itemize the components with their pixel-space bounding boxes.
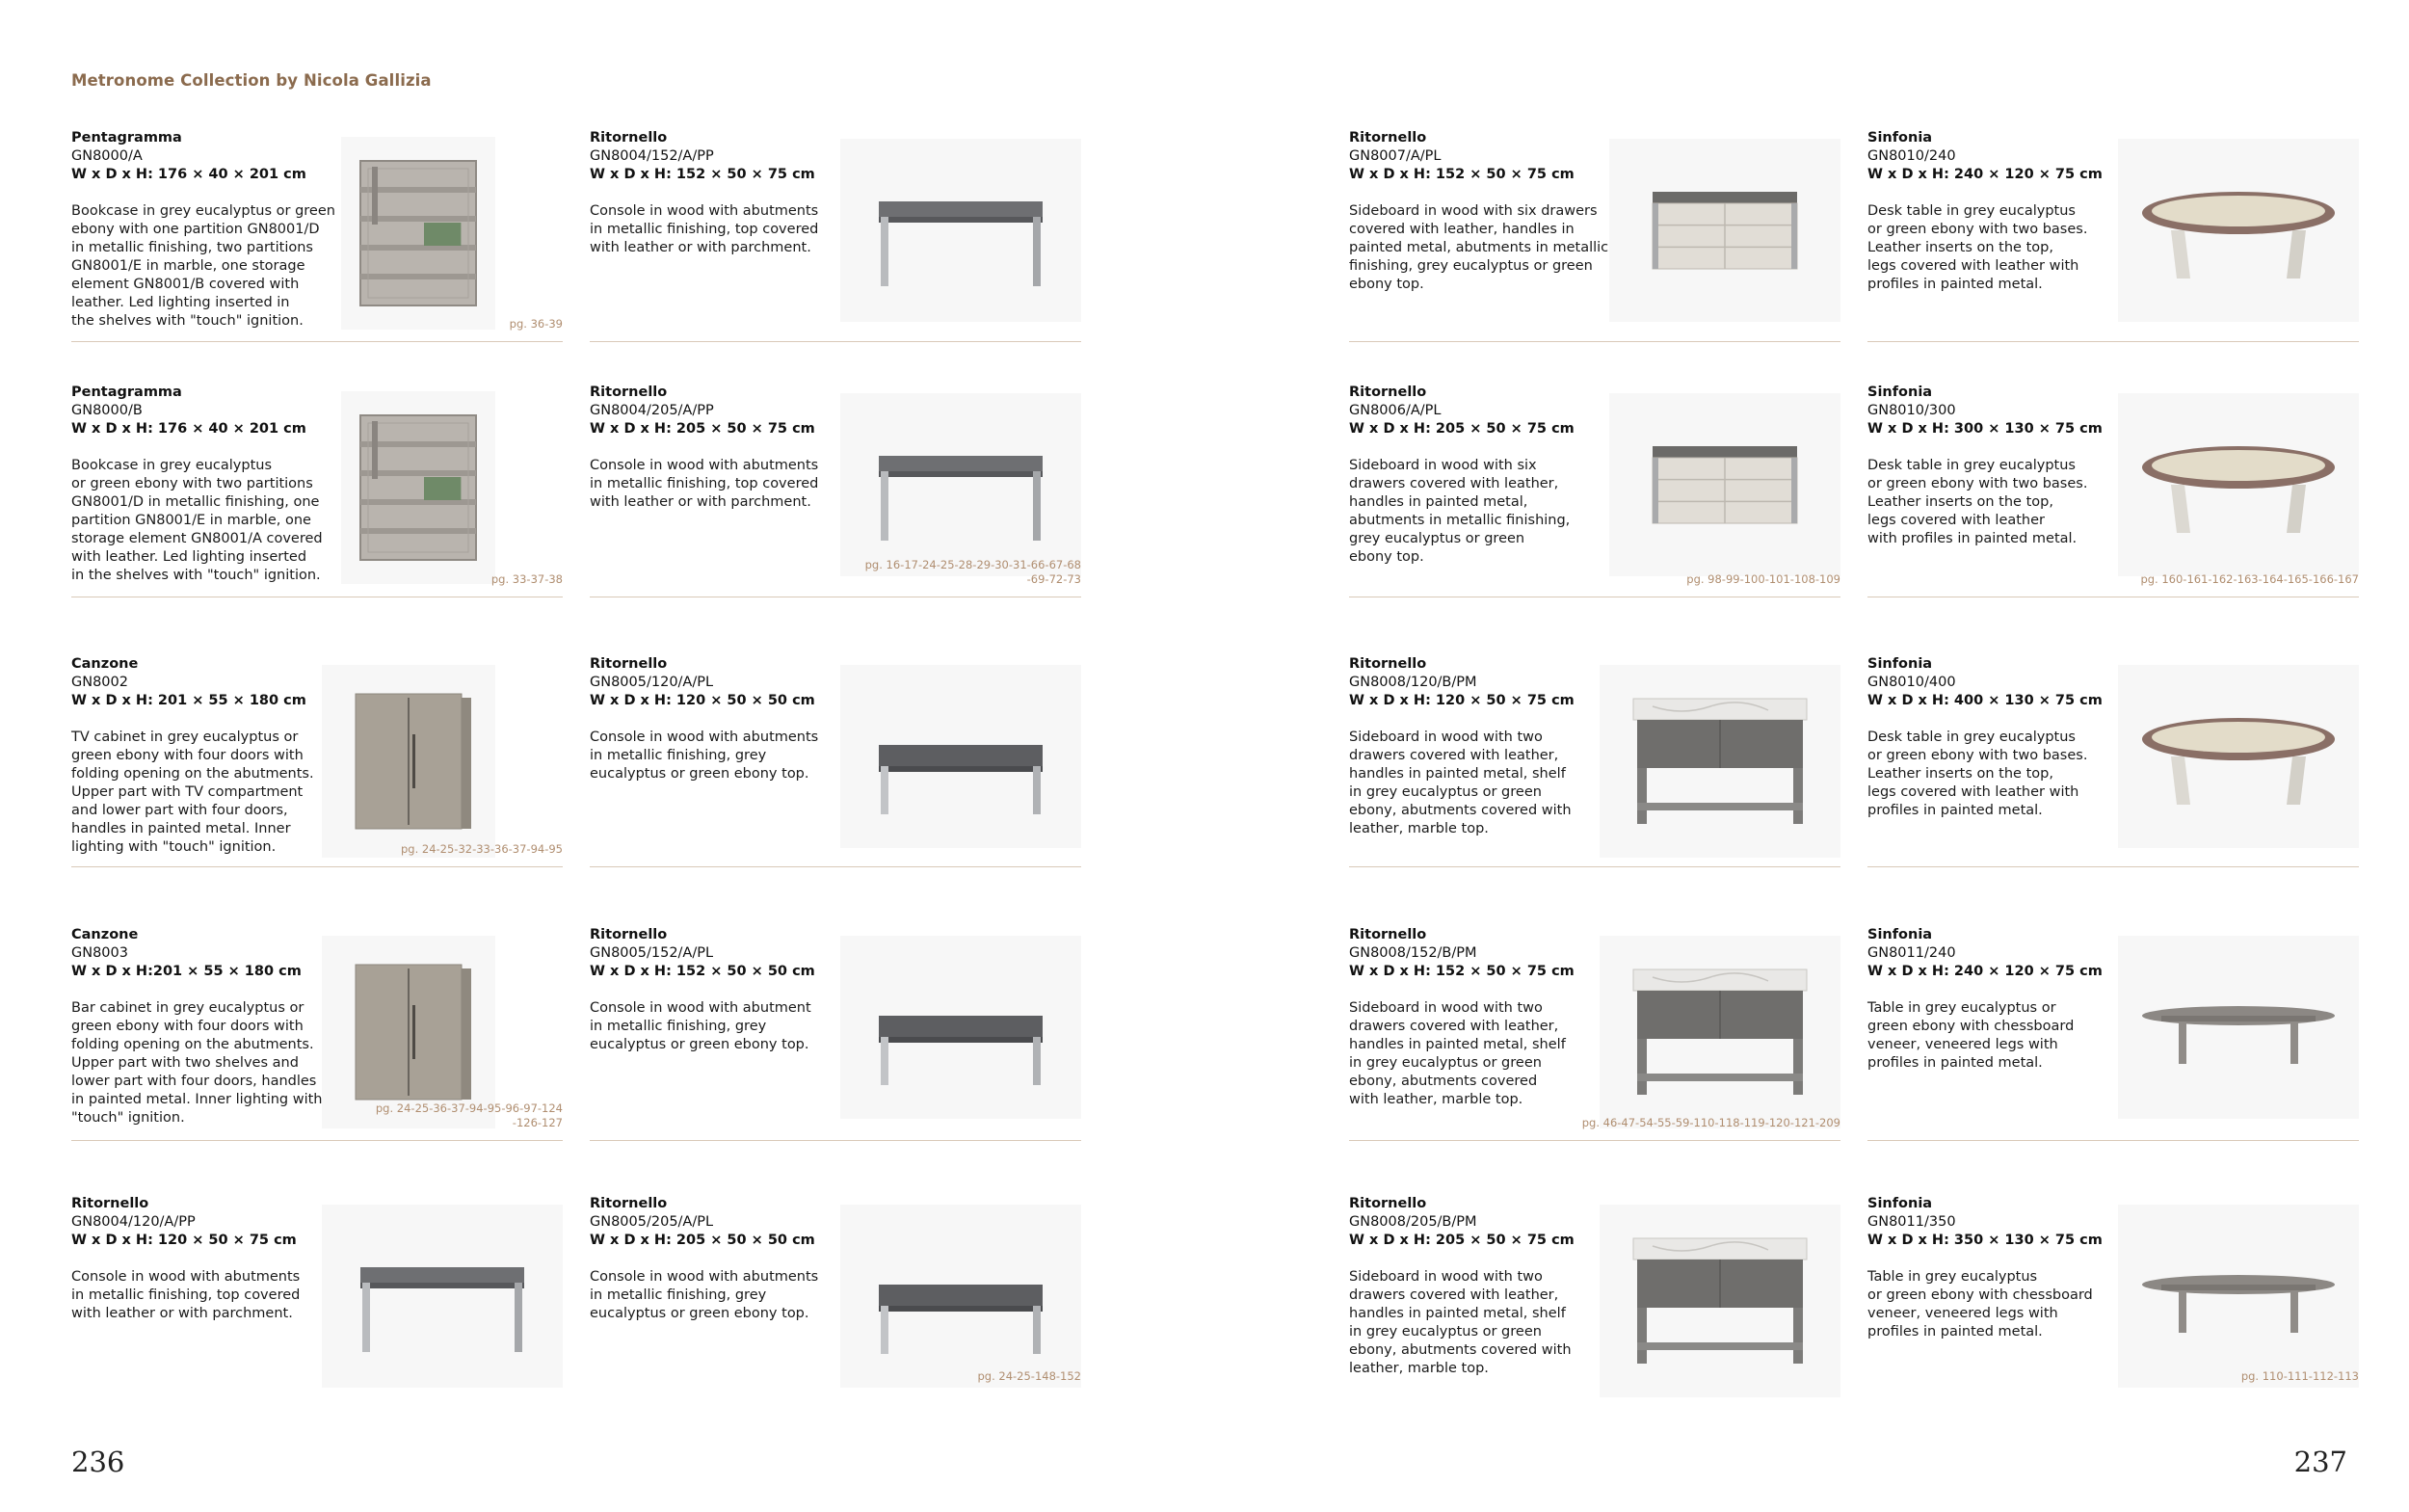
product-name: Pentagramma — [71, 130, 182, 146]
product-name: Sinfonia — [1867, 927, 1933, 942]
sideboard-icon — [1609, 393, 1840, 576]
product-card — [1349, 129, 1840, 343]
product-card — [1349, 1195, 1840, 1388]
desk-table-icon — [2118, 665, 2359, 848]
product-description: Desk table in grey eucalyptus or green ebony with two bases. Leather inserts on the top, legs covered with leather with profiles in painted metal. — [1867, 729, 2088, 818]
product-dimensions: W x D x H: 400 × 130 × 75 cm — [1867, 693, 2103, 708]
product-code: GN8010/300 — [1867, 403, 1956, 418]
product-description: Bookcase in grey eucalyptus or green ebony with one partition GN8001/D in metallic finishing, two partitions GN8001/E in marble, one storage element GN8001/B covered with leather. Led lighting inserted in the shelves with "touch" ignition. — [71, 203, 335, 329]
low-console-icon — [840, 1205, 1081, 1388]
product-name: Ritornello — [1349, 656, 1427, 672]
product-dimensions: W x D x H: 201 × 55 × 180 cm — [71, 693, 306, 708]
divider — [1349, 1140, 1840, 1141]
product-name: Ritornello — [590, 927, 668, 942]
product-code: GN8000/B — [71, 403, 143, 418]
product-code: GN8010/400 — [1867, 675, 1956, 690]
product-description: Table in grey eucalyptus or green ebony with chessboard veneer, veneered legs with profiles in painted metal. — [1867, 1269, 2093, 1340]
product-description: Sideboard in wood with two drawers covered with leather, handles in painted metal, shelf in grey eucalyptus or green ebony, abutments covered with leather, marble top. — [1349, 1269, 1572, 1376]
low-console-icon — [840, 936, 1081, 1119]
bookcase-icon — [341, 391, 495, 584]
product-name: Canzone — [71, 927, 139, 942]
product-code: GN8011/350 — [1867, 1214, 1956, 1230]
desk-table-icon — [2118, 393, 2359, 576]
product-description: TV cabinet in grey eucalyptus or green ebony with four doors with folding opening on the abutments. Upper part with TV compartment and lower part with four doors, handles in painted metal. Inner lighting with "touch" ignition. — [71, 729, 314, 855]
product-card — [1867, 129, 2359, 343]
product-name: Sinfonia — [1867, 130, 1933, 146]
product-name: Ritornello — [590, 656, 668, 672]
product-card — [71, 1195, 563, 1388]
product-code: GN8011/240 — [1867, 945, 1956, 961]
desk-table-icon — [2118, 139, 2359, 322]
product-dimensions: W x D x H: 152 × 50 × 75 cm — [590, 167, 815, 182]
low-console-icon — [840, 665, 1081, 848]
product-description: Desk table in grey eucalyptus or green ebony with two bases. Leather inserts on the top, legs covered with leather with profiles in painted metal. — [1867, 458, 2088, 546]
page-reference: pg. 33-37-38 — [490, 572, 563, 586]
divider — [1867, 341, 2359, 342]
product-code: GN8004/205/A/PP — [590, 403, 714, 418]
product-dimensions: W x D x H: 152 × 50 × 75 cm — [1349, 167, 1575, 182]
collection-title: Metronome Collection by Nicola Gallizia — [71, 71, 432, 90]
product-code: GN8005/120/A/PL — [590, 675, 714, 690]
product-dimensions: W x D x H: 152 × 50 × 75 cm — [1349, 964, 1575, 979]
product-card — [71, 129, 563, 343]
product-card — [1867, 384, 2359, 598]
product-code: GN8004/152/A/PP — [590, 148, 714, 164]
page-reference: pg. 16-17-24-25-28-29-30-31-66-67-68 -69-72-73 — [864, 558, 1081, 586]
product-description: Console in wood with abutments in metallic finishing, grey eucalyptus or green ebony top. — [590, 729, 819, 782]
product-description: Console in wood with abutment in metallic finishing, grey eucalyptus or green ebony top. — [590, 1000, 811, 1052]
product-card — [590, 655, 1081, 868]
product-dimensions: W x D x H: 205 × 50 × 75 cm — [590, 421, 815, 437]
product-card — [1349, 384, 1840, 598]
product-code: GN8005/152/A/PL — [590, 945, 714, 961]
product-card — [590, 926, 1081, 1142]
console-icon — [840, 393, 1081, 576]
page-reference: pg. 46-47-54-55-59-110-118-119-120-121-209 — [1581, 1116, 1840, 1129]
product-description: Sideboard in wood with two drawers covered with leather, handles in painted metal, shelf in grey eucalyptus or green ebony, abutments covered with leather, marble top. — [1349, 729, 1572, 836]
product-description: Console in wood with abutments in metallic finishing, top covered with leather or with parchment. — [71, 1269, 301, 1321]
product-code: GN8002 — [71, 675, 128, 690]
product-dimensions: W x D x H: 176 × 40 × 201 cm — [71, 167, 306, 182]
page-reference: pg. 98-99-100-101-108-109 — [1686, 572, 1840, 586]
page-reference: pg. 24-25-148-152 — [977, 1369, 1081, 1383]
product-code: GN8006/A/PL — [1349, 403, 1442, 418]
product-card — [71, 926, 563, 1142]
console-icon — [322, 1205, 563, 1388]
product-name: Pentagramma — [71, 385, 182, 400]
product-code: GN8005/205/A/PL — [590, 1214, 714, 1230]
divider — [1349, 866, 1840, 867]
product-name: Sinfonia — [1867, 1196, 1933, 1211]
product-name: Sinfonia — [1867, 385, 1933, 400]
product-code: GN8008/120/B/PM — [1349, 675, 1477, 690]
product-dimensions: W x D x H: 350 × 130 × 75 cm — [1867, 1233, 2103, 1248]
product-card — [71, 384, 563, 598]
product-description: Console in wood with abutments in metallic finishing, top covered with leather or with parchment. — [590, 458, 819, 510]
product-name: Ritornello — [590, 385, 668, 400]
divider — [71, 341, 563, 342]
product-dimensions: W x D x H: 205 × 50 × 50 cm — [590, 1233, 815, 1248]
product-description: Sideboard in wood with six drawers covered with leather, handles in painted metal, abutments in metallic finishing, grey eucalyptus or green ebony top. — [1349, 458, 1571, 565]
product-card — [1867, 1195, 2359, 1388]
product-code: GN8007/A/PL — [1349, 148, 1442, 164]
page-number-left: 236 — [71, 1446, 125, 1478]
table-icon — [2118, 936, 2359, 1119]
product-name: Ritornello — [1349, 385, 1427, 400]
page-reference: pg. 160-161-162-163-164-165-166-167 — [2140, 572, 2359, 586]
divider — [71, 1140, 563, 1141]
cabinet-icon — [322, 665, 495, 858]
product-dimensions: W x D x H: 120 × 50 × 75 cm — [71, 1233, 297, 1248]
cabinet-icon — [322, 936, 495, 1128]
bookcase-icon — [341, 137, 495, 330]
marble-sideboard-icon — [1600, 665, 1840, 858]
product-description: Bookcase in grey eucalyptus or green ebony with two partitions GN8001/D in metallic finishing, one partition GN8001/E in marble, one storage element GN8001/A covered with leather. Led lighting inserted in the shelves with "touch" ignition. — [71, 458, 323, 583]
product-description: Table in grey eucalyptus or green ebony with chessboard veneer, veneered legs with profiles in painted metal. — [1867, 1000, 2075, 1071]
divider — [590, 866, 1081, 867]
product-dimensions: W x D x H: 205 × 50 × 75 cm — [1349, 1233, 1575, 1248]
divider — [1867, 1140, 2359, 1141]
product-code: GN8010/240 — [1867, 148, 1956, 164]
product-dimensions: W x D x H: 176 × 40 × 201 cm — [71, 421, 306, 437]
page-reference: pg. 36-39 — [509, 317, 563, 331]
divider — [71, 866, 563, 867]
product-name: Sinfonia — [1867, 656, 1933, 672]
product-card — [71, 655, 563, 868]
product-name: Ritornello — [1349, 927, 1427, 942]
product-card — [1867, 926, 2359, 1142]
product-code: GN8004/120/A/PP — [71, 1214, 196, 1230]
product-dimensions: W x D x H: 300 × 130 × 75 cm — [1867, 421, 2103, 437]
product-card — [1349, 655, 1840, 868]
table-icon — [2118, 1205, 2359, 1388]
product-code: GN8003 — [71, 945, 128, 961]
product-description: Bar cabinet in grey eucalyptus or green ebony with four doors with folding opening on the abutments. Upper part with two shelves and lower part with four doors, handles in painted metal. Inner lighting with "touch" ignition. — [71, 1000, 323, 1126]
product-name: Ritornello — [1349, 1196, 1427, 1211]
divider — [1349, 341, 1840, 342]
product-code: GN8008/152/B/PM — [1349, 945, 1477, 961]
console-icon — [840, 139, 1081, 322]
product-name: Ritornello — [590, 1196, 668, 1211]
product-description: Desk table in grey eucalyptus or green ebony with two bases. Leather inserts on the top, legs covered with leather with profiles in painted metal. — [1867, 203, 2088, 292]
page-number-right: 237 — [2293, 1446, 2347, 1478]
product-card — [590, 1195, 1081, 1388]
product-dimensions: W x D x H: 205 × 50 × 75 cm — [1349, 421, 1575, 437]
product-description: Console in wood with abutments in metallic finishing, grey eucalyptus or green ebony top. — [590, 1269, 819, 1321]
product-dimensions: W x D x H: 120 × 50 × 50 cm — [590, 693, 815, 708]
marble-sideboard-icon — [1600, 1205, 1840, 1397]
product-name: Ritornello — [590, 130, 668, 146]
product-card — [1349, 926, 1840, 1142]
product-description: Console in wood with abutments in metallic finishing, top covered with leather or with parchment. — [590, 203, 819, 255]
divider — [590, 1140, 1081, 1141]
divider — [590, 341, 1081, 342]
page-reference: pg. 24-25-36-37-94-95-96-97-124 -126-127 — [375, 1101, 563, 1129]
divider — [1867, 866, 2359, 867]
page-reference: pg. 110-111-112-113 — [2240, 1369, 2359, 1383]
product-code: GN8000/A — [71, 148, 143, 164]
product-dimensions: W x D x H: 240 × 120 × 75 cm — [1867, 964, 2103, 979]
product-name: Ritornello — [1349, 130, 1427, 146]
product-card — [590, 129, 1081, 343]
product-dimensions: W x D x H:201 × 55 × 180 cm — [71, 964, 302, 979]
product-description: Sideboard in wood with six drawers covered with leather, handles in painted metal, abutments in metallic finishing, grey eucalyptus or green ebony top. — [1349, 203, 1609, 292]
sideboard-icon — [1609, 139, 1840, 322]
product-card — [590, 384, 1081, 598]
product-name: Canzone — [71, 656, 139, 672]
page-reference: pg. 24-25-32-33-36-37-94-95 — [400, 842, 563, 856]
marble-sideboard-icon — [1600, 936, 1840, 1128]
product-dimensions: W x D x H: 120 × 50 × 75 cm — [1349, 693, 1575, 708]
product-card — [1867, 655, 2359, 868]
product-code: GN8008/205/B/PM — [1349, 1214, 1477, 1230]
product-dimensions: W x D x H: 240 × 120 × 75 cm — [1867, 167, 2103, 182]
product-description: Sideboard in wood with two drawers covered with leather, handles in painted metal, shelf in grey eucalyptus or green ebony, abutments covered with leather, marble top. — [1349, 1000, 1566, 1107]
product-name: Ritornello — [71, 1196, 149, 1211]
product-dimensions: W x D x H: 152 × 50 × 50 cm — [590, 964, 815, 979]
